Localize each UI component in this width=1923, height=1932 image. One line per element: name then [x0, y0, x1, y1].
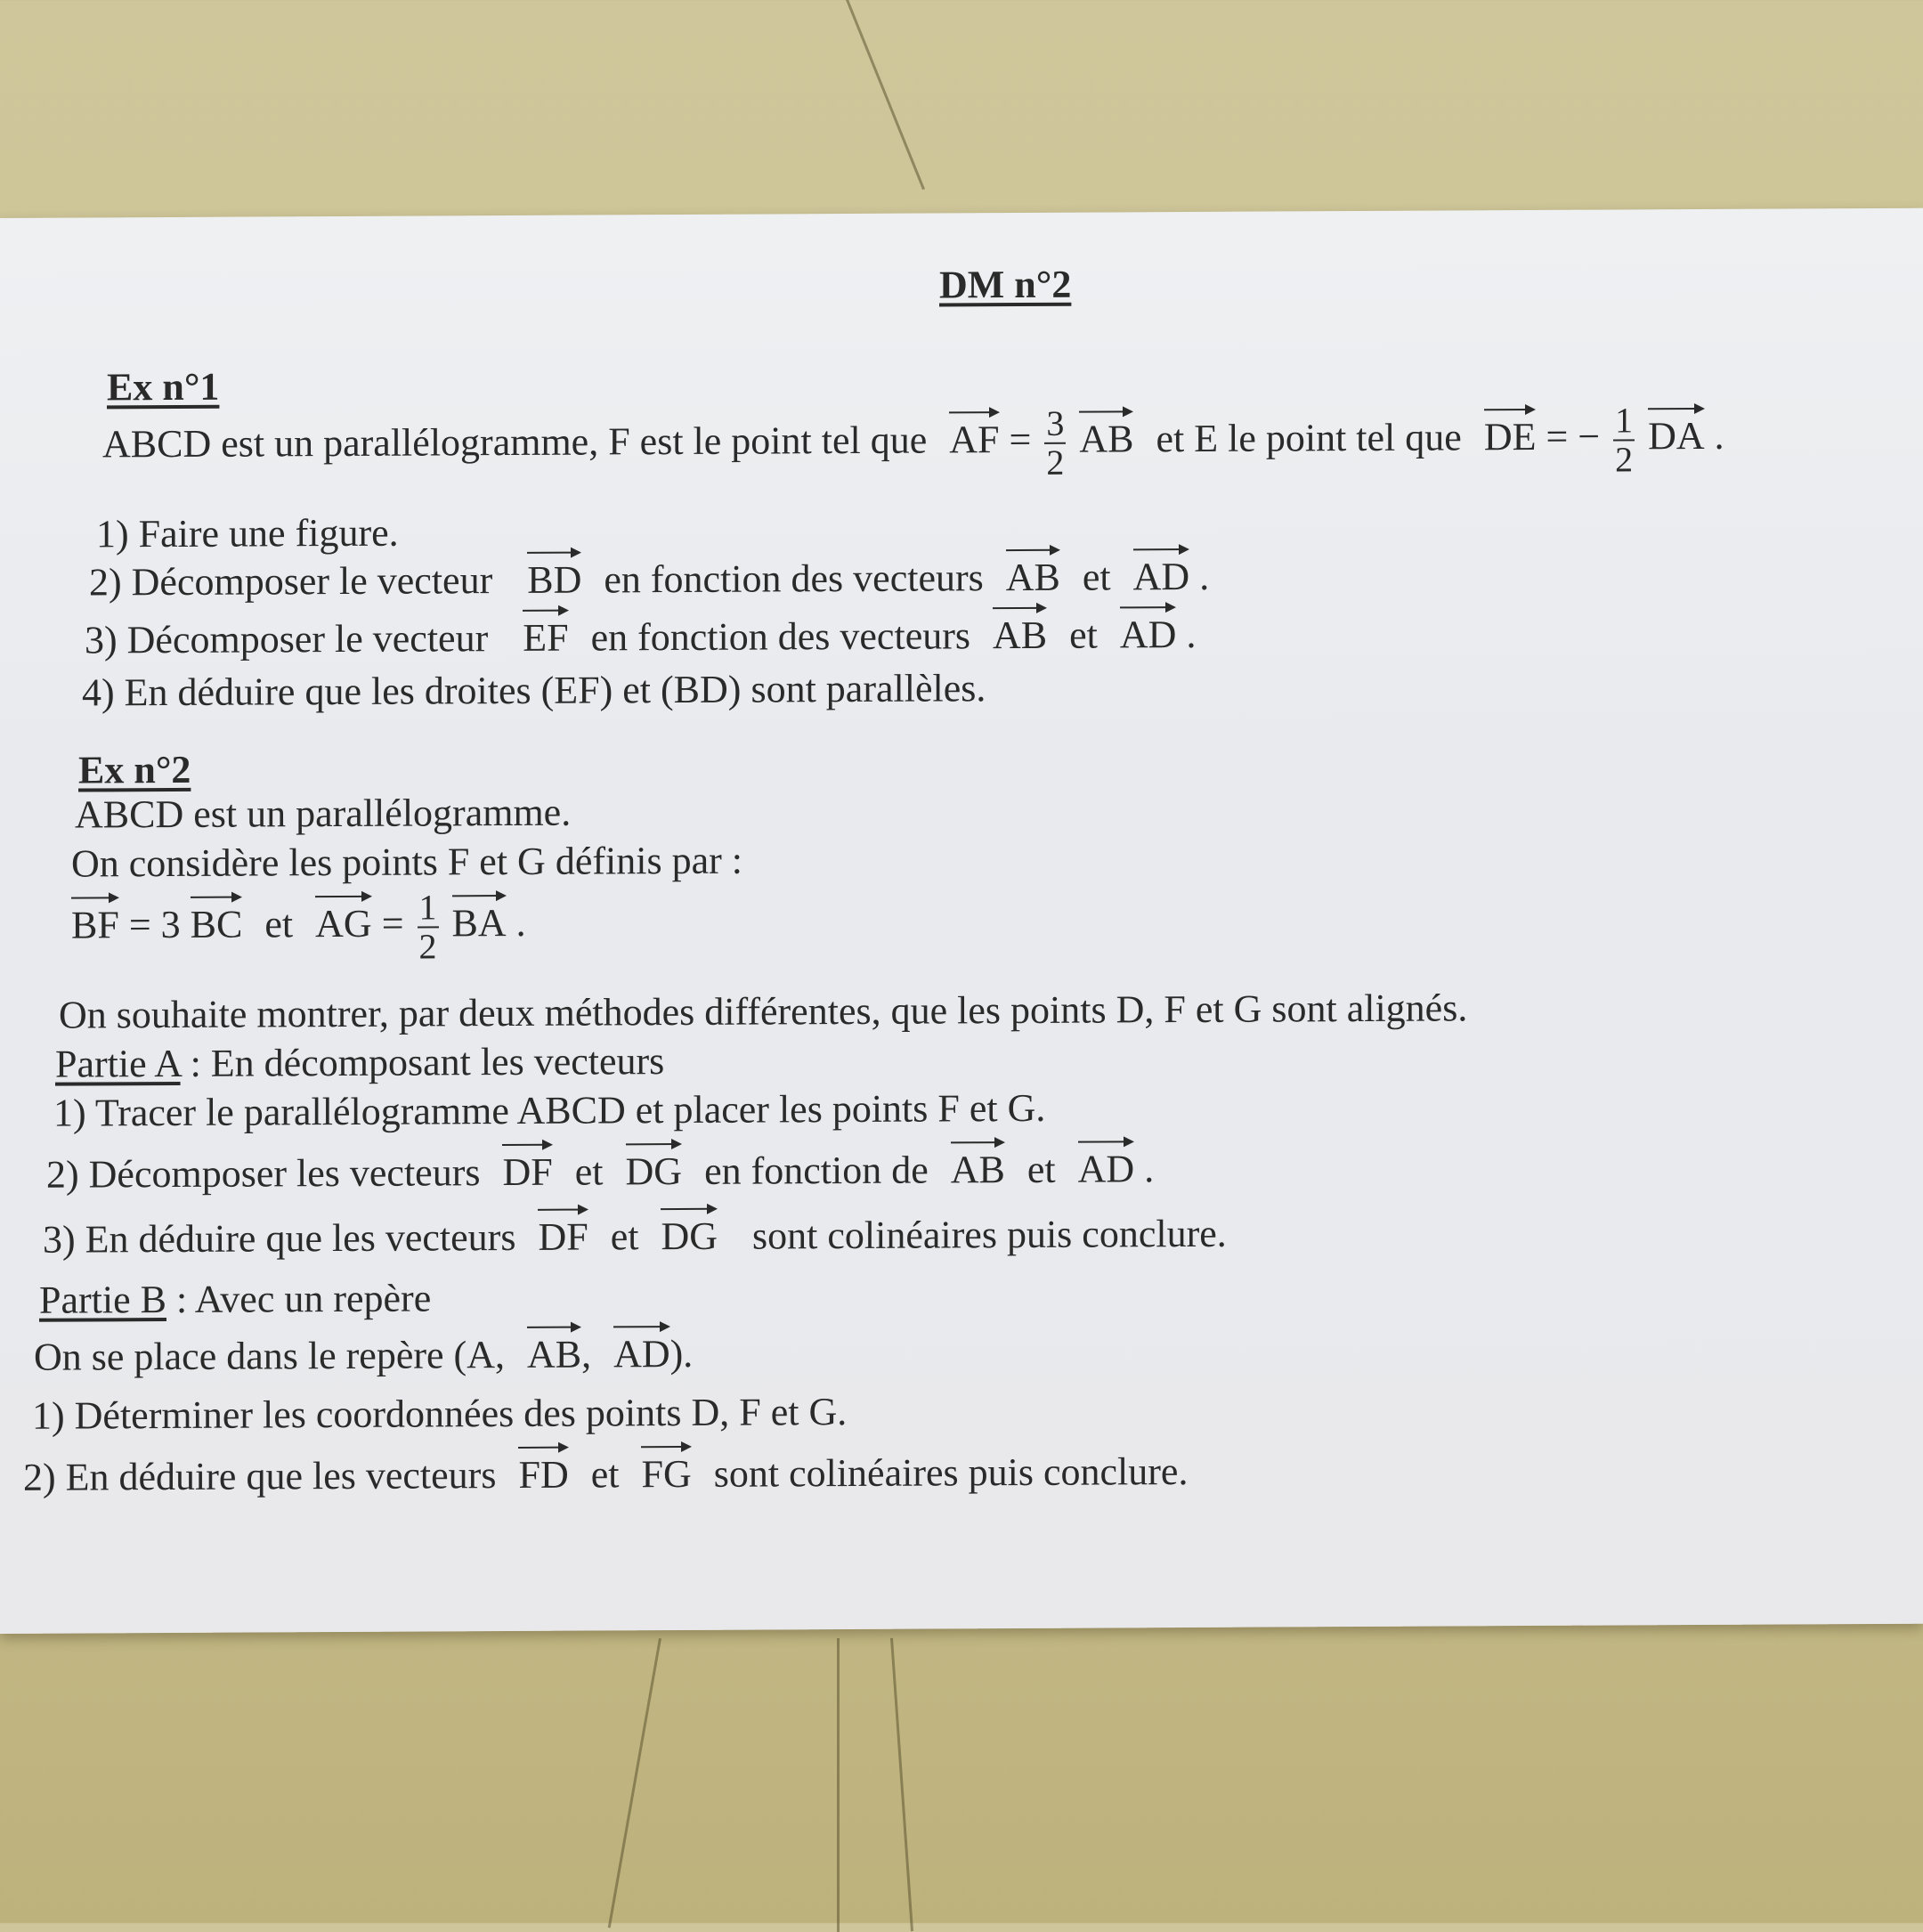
question-text: 2) Décomposer les vecteurs [46, 1150, 481, 1197]
question-text: 2) En déduire que les vecteurs [23, 1453, 497, 1499]
fraction-numerator: 1 [1615, 400, 1634, 441]
question-text: sont colinéaires puis conclure. [713, 1449, 1189, 1496]
fraction [1044, 402, 1066, 483]
part-b-text: : Avec un repère [166, 1276, 432, 1322]
conjunction: et [574, 1149, 604, 1194]
part-a-text: : En décomposant les vecteurs [180, 1039, 665, 1085]
table-seam [890, 1638, 913, 1931]
vector-dg: DG [661, 1201, 718, 1259]
table-seam [846, 0, 925, 190]
table-seam [608, 1638, 661, 1928]
question-text: 2) Décomposer le vecteur [89, 558, 493, 605]
question-text: en fonction des vecteurs [590, 613, 970, 660]
fraction-numerator: 1 [418, 887, 437, 928]
vector-df: DF [502, 1137, 552, 1195]
ex1-question-2 [89, 541, 1209, 605]
table-seam [837, 1638, 840, 1932]
vector-ef: EF [523, 603, 568, 661]
ex1-question-4: 4) En déduire que les droites (EF) et (BD) sont parallèles. [82, 666, 986, 715]
fraction-denominator: 2 [418, 926, 437, 967]
equals-minus: = − [1546, 414, 1601, 459]
question-text: 3) Décomposer le vecteur [85, 616, 489, 662]
part-b-frame [34, 1319, 693, 1380]
equals: = [381, 901, 404, 946]
period: . [1199, 554, 1210, 598]
ex2-line-2: On considère les points F et G définis par : [71, 838, 742, 886]
fraction [1613, 402, 1635, 478]
part-b-label: Partie B [39, 1278, 166, 1322]
part-a-question-2 [46, 1133, 1154, 1197]
part-a-question-3 [43, 1198, 1227, 1262]
vector-ad: AD [1133, 541, 1190, 599]
conjunction: et [610, 1214, 639, 1259]
part-b-heading [39, 1275, 431, 1322]
part-b-question-2 [23, 1436, 1188, 1500]
ex1-question-3 [85, 599, 1196, 663]
vector-df: DF [538, 1202, 588, 1260]
fraction-denominator: 2 [1046, 442, 1065, 483]
question-text: en fonction des vecteurs [604, 556, 984, 602]
fraction-denominator: 2 [1615, 439, 1634, 480]
ex1-question-1: 1) Faire une figure. [96, 510, 399, 556]
paper-sheet [0, 208, 1923, 1634]
ex1-intro-text: ABCD est un parallélogramme, F est le point tel que [102, 418, 928, 467]
fraction [418, 889, 439, 965]
ex1-intro-text-2: et E le point tel que [1156, 415, 1462, 461]
ex2-line-3: On souhaite montrer, par deux méthodes différentes, que les points D, F et G sont alignés. [59, 986, 1468, 1037]
closing-paren: ). [669, 1331, 694, 1376]
vector-da: DA [1648, 401, 1705, 459]
vector-af: AF [949, 404, 999, 462]
conjunction: et [1026, 1147, 1056, 1191]
part-a-question-1: 1) Tracer le parallélogramme ABCD et placer les points F et G. [53, 1085, 1046, 1135]
vector-ab: AB [951, 1134, 1005, 1192]
question-text: On se place dans le repère (A, [34, 1333, 505, 1379]
vector-bc: BC [191, 889, 243, 947]
vector-fd: FD [518, 1440, 568, 1498]
ex2-heading: Ex n°2 [78, 747, 191, 792]
vector-ba: BA [452, 888, 507, 946]
ex2-definitions [71, 888, 526, 968]
conjunction: et [590, 1452, 620, 1497]
vector-de: DE [1484, 402, 1537, 459]
vector-ab: AB [527, 1319, 581, 1377]
conjunction: et [1069, 613, 1098, 657]
vector-fg: FG [641, 1439, 691, 1497]
ex1-heading: Ex n°1 [107, 364, 220, 410]
period: . [515, 900, 526, 945]
vector-bd: BD [527, 545, 581, 603]
period: . [1714, 413, 1724, 458]
conjunction: et [1082, 555, 1111, 599]
part-b-question-1: 1) Déterminer les coordonnées des points D, F et G. [32, 1390, 848, 1438]
vector-ag: AG [315, 889, 372, 946]
period: . [1144, 1147, 1155, 1191]
vector-ad: AD [1078, 1133, 1135, 1191]
equals: = 3 [128, 902, 181, 947]
question-text: 3) En déduire que les vecteurs [43, 1214, 516, 1262]
comma: , [581, 1332, 592, 1376]
vector-ab: AB [1079, 403, 1133, 461]
vector-bf: BF [71, 889, 119, 947]
equals: = [1009, 417, 1032, 462]
question-text: sont colinéaires puis conclure. [752, 1211, 1227, 1258]
ex1-intro [102, 401, 1724, 486]
period: . [1186, 612, 1197, 657]
document-title: DM n°2 [939, 262, 1072, 307]
vector-ad: AD [613, 1319, 670, 1376]
part-a-heading [55, 1038, 664, 1087]
vector-ab: AB [993, 600, 1047, 658]
part-a-label: Partie A [55, 1041, 181, 1086]
vector-dg: DG [626, 1136, 683, 1194]
question-text: en fonction de [704, 1148, 929, 1193]
fraction-numerator: 3 [1046, 402, 1065, 443]
ex2-line-1: ABCD est un parallélogramme. [75, 790, 572, 837]
vector-ab: AB [1006, 542, 1060, 600]
vector-ad: AD [1120, 599, 1177, 657]
conjunction: et [264, 902, 294, 946]
